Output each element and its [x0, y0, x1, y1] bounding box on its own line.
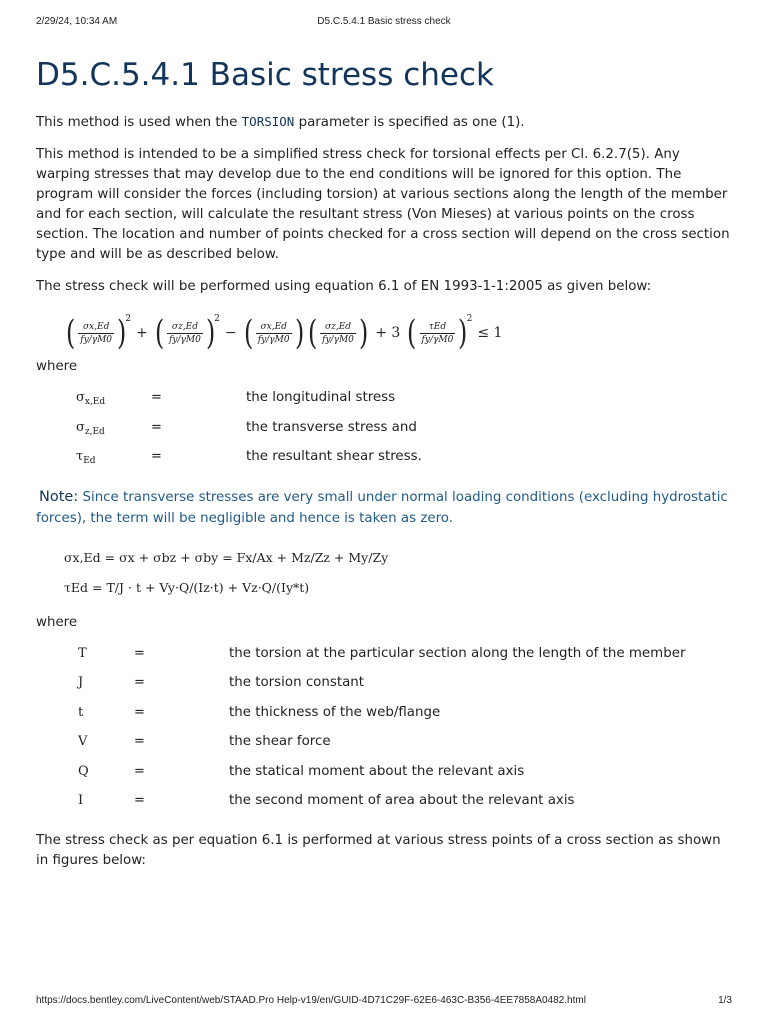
definition-text: the resultant shear stress.: [246, 449, 422, 464]
print-datetime: 2/29/24, 10:34 AM: [36, 16, 118, 27]
definition-text: the torsion constant: [229, 675, 365, 690]
print-url: https://docs.bentley.com/LiveContent/web/STAAD.Pro Help-v19/en/GUID-4D71C29F-62E6-463C-B356-4EE7858A0482.html: [36, 995, 586, 1006]
print-footer: [36, 995, 732, 1009]
equation-6-1: ( $\frac{\sigma x,Ed}{fy/\gamma M0}$ ) 2 + ( $\frac{\sigma z,Ed}{fy/\gamma M0}$ ) 2 − ( $\frac{\sigma x,Ed}{fy/\gamma M0}$ ) ( $\frac{\sigma z,Ed}{fy/\gamma M0}$ ) + 3 ( $\frac{\text{τEd}}{fy/\gamma M0}$ ) 2 ≤ 1: [65, 313, 503, 353]
definitions-list-1: [36, 384, 732, 473]
note-box: [36, 487, 732, 529]
page-count: 1/3: [718, 995, 732, 1006]
where-label-2: where: [36, 614, 78, 630]
intro-paragraph: [36, 112, 732, 133]
definitions-list-2: [36, 640, 732, 817]
definition-row: Q = the statical moment about the relevant axis: [78, 763, 525, 779]
definition-row: V = the shear force: [78, 734, 331, 749]
longitudinal-stress-formula: σx,Ed = σx + σbz + σby = Fx/Ax + Mz/Zz + My/Zy: [64, 549, 389, 565]
definition-text: the torsion at the particular section along the length of the member: [229, 645, 686, 661]
definition-symbol: Q: [78, 763, 89, 779]
document-content: [36, 48, 732, 883]
note-text: Since transverse stresses are very small under normal loading conditions (excluding hydrostatic forces), the term will be negligible and hence is taken as zero.: [36, 489, 728, 526]
definition-symbol: $\sigma_{x,Ed}$: [76, 390, 106, 407]
intro-suffix: parameter is specified as one (1).: [294, 115, 525, 130]
intro-prefix: This method is used when the: [36, 115, 242, 130]
fraction-sz-2: $\frac{\sigma z,Ed}{fy/\gamma M0}$: [322, 321, 354, 345]
definition-row: J = the torsion constant: [78, 675, 365, 690]
definition-row: $\sigma_{x,Ed}$ = the longitudinal stress: [76, 390, 396, 407]
definition-text: the statical moment about the relevant axis: [229, 763, 525, 779]
definition-symbol: V: [78, 734, 88, 749]
definition-text: the second moment of area about the relevant axis: [229, 793, 575, 808]
fraction-sz: $\frac{\sigma z,Ed}{fy/\gamma M0}$: [169, 321, 201, 345]
note-label: Note:: [39, 488, 79, 505]
where-label-1: where: [36, 359, 78, 374]
fraction-sx: $\frac{\sigma x,Ed}{fy/\gamma M0}$: [80, 321, 113, 345]
definition-symbol: $\sigma_{z,Ed}$: [76, 419, 105, 437]
fraction-sx-2: $\frac{\sigma x,Ed}{fy/\gamma M0}$: [257, 321, 290, 345]
stress-points-paragraph: The stress check as per equation 6.1 is performed at various stress points of a cross section as shown in figures below:: [36, 832, 721, 868]
page-title: D5.C.5.4.1 Basic stress check: [36, 57, 494, 93]
definition-row: $\tau_{Ed}$ = the resultant shear stress.: [76, 449, 422, 466]
definition-text: the longitudinal stress: [246, 390, 396, 405]
definition-text: the thickness of the web/flange: [229, 704, 441, 720]
definition-symbol: J: [78, 675, 84, 690]
shear-stress-formula: τEd = T/J · t + Vy·Q/(Iz·t) + Vz·Q/(Iy*t): [64, 579, 310, 595]
definition-symbol: t: [78, 704, 84, 720]
torsion-code: TORSION: [241, 114, 295, 129]
print-header: [36, 16, 732, 30]
definition-symbol: T: [78, 645, 87, 661]
equation-intro-paragraph: The stress check will be performed using equation 6.1 of EN 1993-1-1:2005 as given below:: [36, 279, 652, 294]
print-doc-title: D5.C.5.4.1 Basic stress check: [317, 16, 451, 27]
definition-row: I = the second moment of area about the relevant axis: [78, 793, 575, 808]
definition-symbol: $\tau_{Ed}$: [76, 449, 96, 466]
definition-row: T = the torsion at the particular section along the length of the member: [78, 645, 686, 661]
definition-text: the shear force: [229, 734, 331, 749]
method-paragraph: This method is intended to be a simplified stress check for torsional effects per Cl. 6.2.7(5). Any warping stresses that may develop due to the end conditions will be ignored for this option. The program will consider the forces (including torsion) at various sections along the length of the member and for each section, will calculate the resultant stress (Von Mieses) at various points on the cross section. The location and number of points checked for a cross section will depend on the cross section type and will be as described below.: [36, 147, 730, 262]
definition-text: the transverse stress and: [246, 419, 417, 435]
definition-row: t = the thickness of the web/flange: [78, 704, 441, 720]
definition-row: $\sigma_{z,Ed}$ = the transverse stress and: [76, 419, 417, 437]
fraction-tau: $\frac{\text{τEd}}{fy/\gamma M0}$: [421, 321, 454, 345]
definition-symbol: I: [78, 793, 84, 808]
